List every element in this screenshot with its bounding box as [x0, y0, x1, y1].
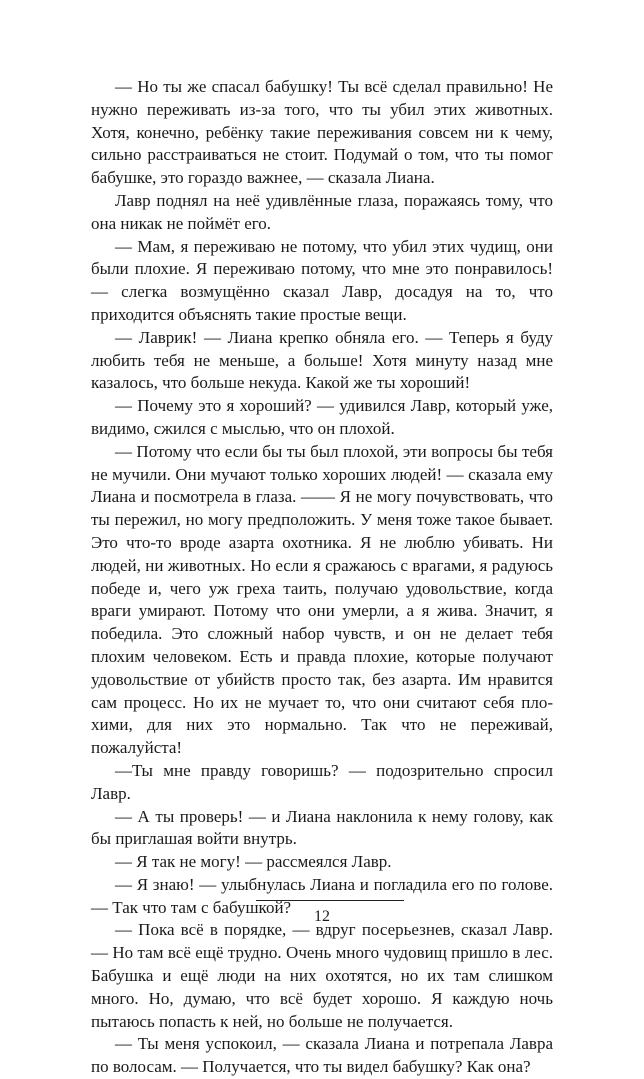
- paragraph: — Ты меня успокоил, — сказала Лиана и потрепала Лавра по волосам. — Получается, что ты видел бабушку? Как она?: [91, 1034, 553, 1077]
- paragraph: — Я так не могу! — рассмеялся Лавр.: [115, 852, 392, 872]
- paragraph: —Ты мне правду говоришь? — подозрительно спросил Лавр.: [91, 760, 553, 803]
- paragraph: — Лаврик! — Лиана крепко обняла его. — Теперь я буду любить тебя не меньше, а больше! Хотя минуту назад мне казалось, что больше некуда. Какой же ты хороший!: [91, 327, 553, 393]
- paragraph: — Я знаю! — улыбнулась Лиана и погладила его по голове. — Так что там с бабушкой?: [91, 874, 553, 917]
- paragraph: Лавр поднял на неё удивлённые глаза, поражаясь тому, что она никак не поймёт его.: [91, 190, 553, 233]
- page-number: 12: [314, 908, 330, 925]
- paragraph: — Почему это я хороший? — удивился Лавр, который уже, видимо, сжился с мыслью, что он плохой.: [91, 396, 553, 438]
- paragraph: — Потому что если бы ты был плохой, эти вопросы бы тебя не мучили. Они мучают только хороших людей! — сказала ему Лиана и посмотрела в глаза. —— Я не могу почувствовать, что ты пережил, но могу предположить. У меня тоже такое бывает. Это что-то вроде азарта охотника. Я не люблю убивать. Ни людей, ни животных. Но если я сражаюсь с врагами, я радуюсь победе и, чего уж греха таить, получаю удовольствие, когда враги умирают. Потому что они умерли, а я жива. Значит, я победила. Это сложный набор чувств, и он не делает тебя плохим человеком. Есть и правда плохие, которые получают удовольствие от убийств просто так, без азарта. Им нравится сам процесс. Но их не мучает то, что они считают себя плохими, для них это нормально. Так что не переживай, пожалуйста!: [91, 441, 553, 758]
- footer-divider: [256, 900, 404, 901]
- paragraph: — Пока всё в порядке, — вдруг посерьезнев, сказал Лавр. — Но там всё ещё трудно. Очень много чудовищ пришло в лес. Бабушка и ещё люди на них охотятся, но их там слишком много. Но, думаю, что всё будет хорошо. Я каждую ночь пытаюсь попасть к ней, но больше не получается.: [91, 920, 553, 1031]
- paragraph: — Но ты же спасал бабушку! Ты всё сделал правильно! Не нужно переживать из-за того, что ты убил этих животных. Хотя, конечно, ребёнку такие переживания совсем ни к чему, сильно расстраиваться не стоит. Подумай о том, что ты помог бабушке, это гораздо важнее, — сказала Лиана.: [91, 77, 553, 188]
- paragraph: — А ты проверь! — и Лиана наклонила к нему голову, как бы приглашая войти внутрь.: [91, 806, 553, 849]
- paragraph: — Мам, я переживаю не потому, что убил этих чудищ, они были плохие. Я переживаю потому, что мне это понравилось! — слегка возмущённо сказал Лавр, досадуя на то, что приходится объяснять такие простые вещи.: [91, 236, 553, 324]
- body-text: [91, 76, 553, 1079]
